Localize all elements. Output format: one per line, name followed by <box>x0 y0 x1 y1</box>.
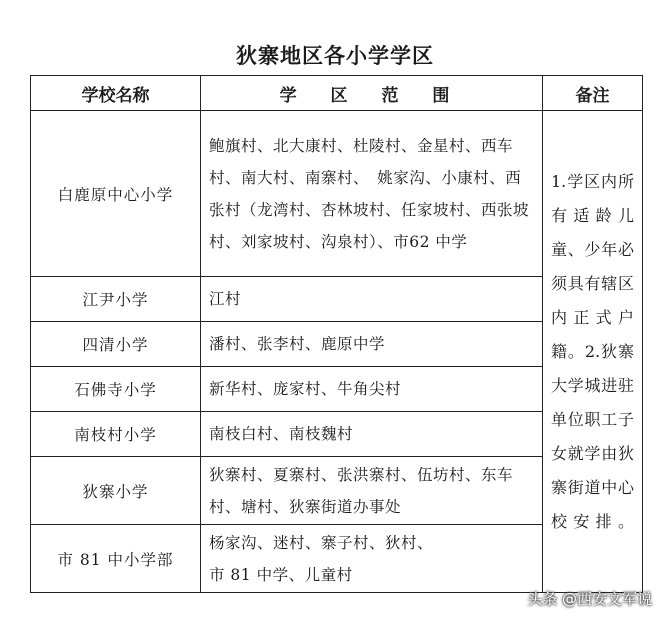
district-range-cell: 南枝白村、南枝魏村 <box>201 412 543 457</box>
header-note: 备注 <box>543 76 643 111</box>
note-cell: 1.学区内所有适龄儿童、少年必须具有辖区内正式户籍。2.狄寨大学城进驻单位职工子女就学由狄寨街道中心校安排。 <box>543 111 643 593</box>
table-row <box>31 111 643 277</box>
table-header-row <box>31 76 643 111</box>
district-range-cell: 新华村、庞家村、牛角尖村 <box>201 367 543 412</box>
school-name-cell: 狄寨小学 <box>31 457 201 525</box>
school-name-cell: 白鹿原中心小学 <box>31 111 201 277</box>
header-school-name: 学校名称 <box>31 76 201 111</box>
school-name-cell: 南枝村小学 <box>31 412 201 457</box>
district-range-cell: 狄寨村、夏寨村、张洪寨村、伍坊村、东车村、塘村、狄寨街道办事处 <box>201 457 543 525</box>
school-name-cell: 四清小学 <box>31 322 201 367</box>
school-name-cell: 市 81 中小学部 <box>31 525 201 593</box>
source-watermark: 头条 @西安文军说 <box>527 590 652 608</box>
school-name-cell: 江尹小学 <box>31 277 201 322</box>
district-range-cell: 鲍旗村、北大康村、杜陵村、金星村、西车村、南大村、南寨村、 姚家沟、小康村、西张村（龙湾村、杏林坡村、任家坡村、西张坡村、刘家坡村、沟泉村）、市62 中学 <box>201 111 543 277</box>
school-name-cell: 石佛寺小学 <box>31 367 201 412</box>
district-range-cell: 江村 <box>201 277 543 322</box>
district-range-cell: 杨家沟、迷村、寨子村、狄村、 市 81 中学、儿童村 <box>201 525 543 593</box>
school-district-table <box>30 75 643 593</box>
district-range-cell: 潘村、张李村、鹿原中学 <box>201 322 543 367</box>
document-title: 狄寨地区各小学学区 <box>236 44 434 68</box>
header-district-range: 学 区 范 围 <box>201 76 543 111</box>
